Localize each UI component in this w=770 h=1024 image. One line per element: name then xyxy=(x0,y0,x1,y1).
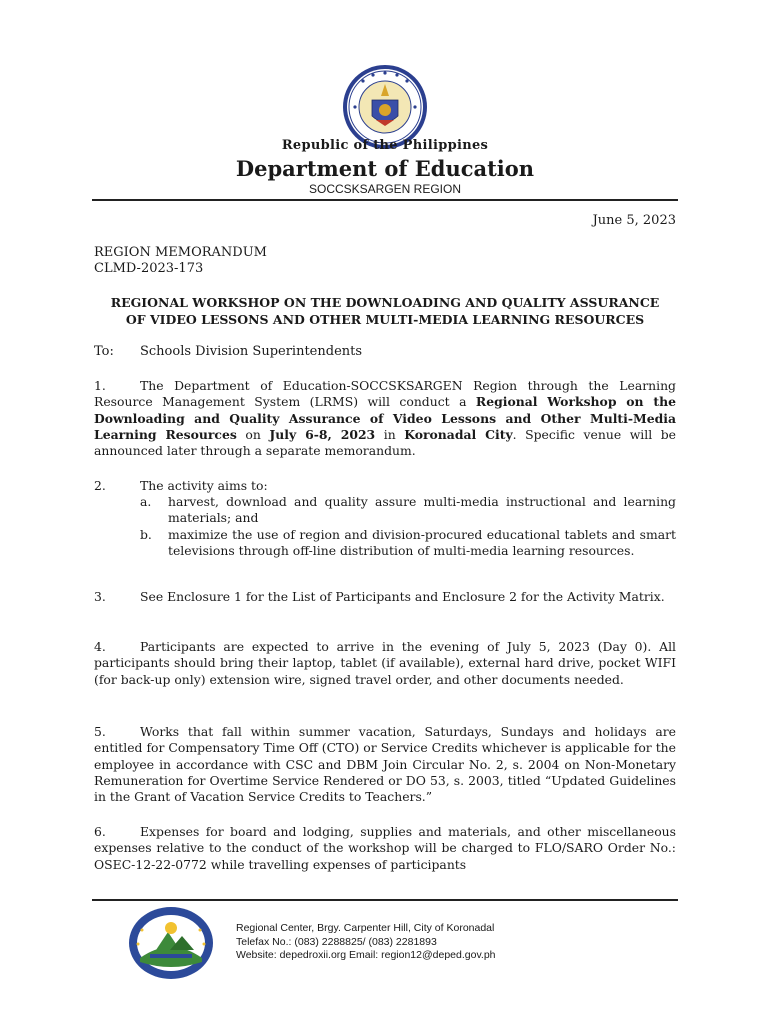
paragraph-number: 2. xyxy=(94,478,106,493)
paragraph-2 xyxy=(94,478,676,494)
workshop-dates: July 6-8, 2023 xyxy=(269,426,376,442)
republic-heading: Republic of the Philippines xyxy=(281,138,489,153)
paragraph-3 xyxy=(94,589,676,605)
memo-title xyxy=(94,294,676,328)
paragraph-number: 6. xyxy=(94,824,106,839)
paragraph-text: The activity aims to: xyxy=(140,478,268,493)
paragraph-1 xyxy=(94,378,676,459)
paragraph-text: in xyxy=(375,426,405,442)
to-label: To: xyxy=(94,344,114,359)
paragraph-4 xyxy=(94,639,676,688)
addressee xyxy=(94,344,362,359)
header-divider xyxy=(92,199,678,201)
department-heading: Department of Education xyxy=(235,156,535,181)
paragraph-text: Expenses for board and lodging, supplies and materials, and other miscellaneous expenses relative to the conduct of the workshop will be charged to FLO/SARO Order No.: OSEC-12-22-0772 while travelling expenses of participants xyxy=(94,824,676,872)
paragraph-number: 3. xyxy=(94,589,106,604)
memo-title-line1: REGIONAL WORKSHOP ON THE DOWNLOADING AND QUALITY ASSURANCE xyxy=(110,295,660,310)
footer-website: Website: depedroxii.org Email: region12@deped.gov.ph xyxy=(236,949,496,961)
list-item xyxy=(140,494,676,527)
to-value: Schools Division Superintendents xyxy=(140,344,363,359)
paragraph-number: 4. xyxy=(94,639,106,654)
list-item xyxy=(140,527,676,560)
paragraph-text: See Enclosure 1 for the List of Participants and Enclosure 2 for the Activity Matrix. xyxy=(140,589,665,604)
list-letter: b. xyxy=(140,526,152,542)
workshop-name: Regional Workshop on the Downloading and Quality Assurance of Video Lessons and Other Multi-Media Learning Resources xyxy=(94,394,676,442)
paragraph-text: Works that fall within summer vacation, Saturdays, Sundays and holidays are entitled for Compensatory Time Off (CTO) or Service Credits whichever is applicable for the employee in accordance with CSC and DBM Join Circular No. 2, s. 2004 on Non-Monetary Remuneration for Overtime Service Rendered or DO 53, s. 2003, titled “Updated Guidelines in the Grant of Vacation Service Credits to Teachers.” xyxy=(94,724,676,805)
paragraph-text: The Department of Education-SOCCSKSARGEN Region through the Learning Resource Management System (LRMS) will conduct a xyxy=(94,378,676,410)
list-text: harvest, download and quality assure multi-media instructional and learning materials; and xyxy=(168,494,676,526)
regional-office-logo xyxy=(128,906,214,980)
paragraph-text: . Specific venue will be announced later through a separate memorandum. xyxy=(94,426,677,459)
paragraph-text: on xyxy=(236,426,270,442)
paragraph-text: Participants are expected to arrive in the evening of July 5, 2023 (Day 0). All participants should bring their laptop, tablet (if available), external hard drive, pocket WIFI (for back-up only) extension wire, signed travel order, and other documents needed. xyxy=(94,639,676,687)
list-text: maximize the use of region and division-procured educational tablets and smart televisions through off-line distribution of multi-media learning resources. xyxy=(168,526,676,558)
region-heading: SOCCSKSARGEN REGION xyxy=(308,182,462,196)
footer-divider xyxy=(92,899,678,901)
memo-type: REGION MEMORANDUM xyxy=(94,245,267,260)
paragraph-number: 5. xyxy=(94,724,106,739)
aims-list xyxy=(140,494,676,559)
paragraph-5 xyxy=(94,724,676,805)
memo-title-line2: OF VIDEO LESSONS AND OTHER MULTI-MEDIA LEARNING RESOURCES xyxy=(125,312,645,327)
footer-telefax: Telefax No.: (083) 2288825/ (083) 2281893 xyxy=(236,935,437,948)
memo-identifier xyxy=(94,245,267,277)
footer-address: Regional Center, Brgy. Carpenter Hill, City of Koronadal xyxy=(236,922,495,934)
paragraph-6 xyxy=(94,824,676,873)
footer-contact xyxy=(236,922,496,963)
memo-date: June 5, 2023 xyxy=(592,213,676,228)
list-letter: a. xyxy=(140,494,152,509)
paragraph-number: 1. xyxy=(94,378,106,393)
memo-number: CLMD-2023-173 xyxy=(94,261,204,276)
workshop-city: Koronadal City xyxy=(404,426,513,442)
